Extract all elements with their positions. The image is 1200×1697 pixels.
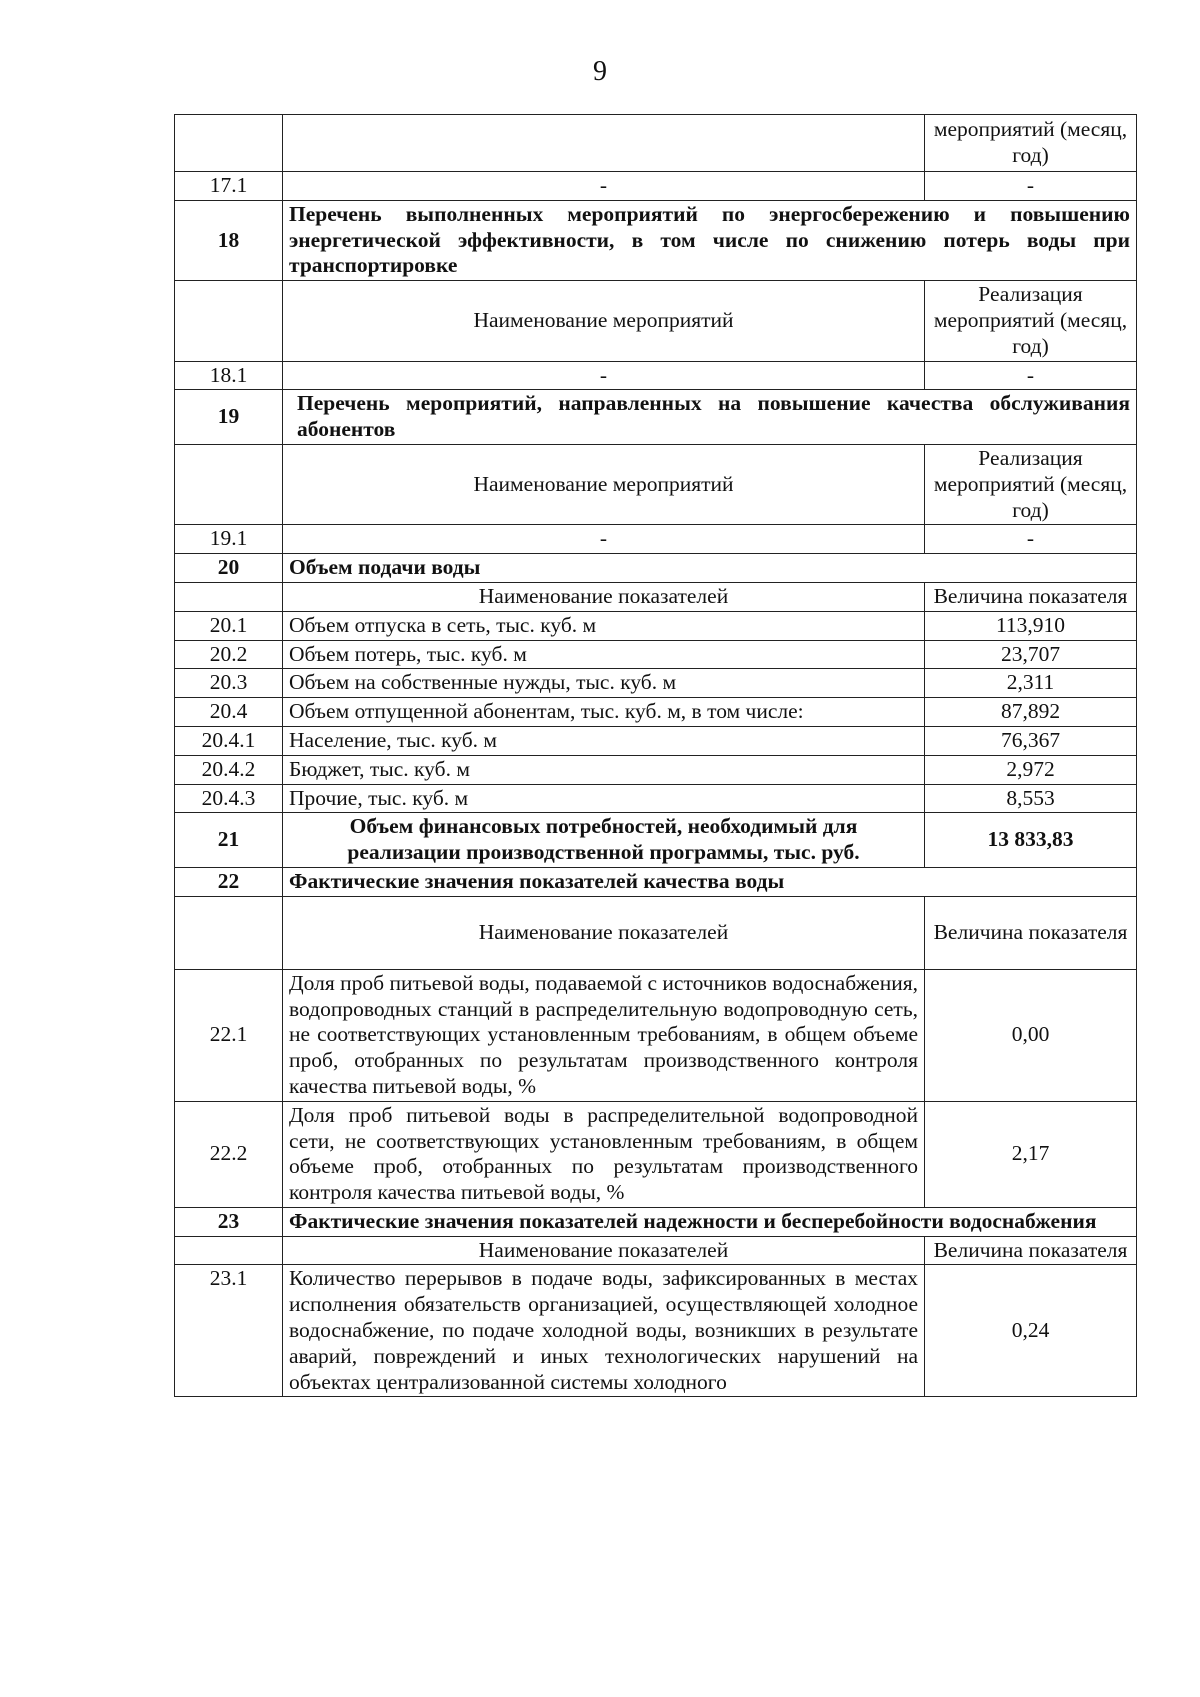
column-header-name: Наименование показателей (283, 582, 925, 611)
column-header-name: Наименование показателей (283, 1236, 925, 1265)
row-number (175, 582, 283, 611)
table-row (175, 1101, 1137, 1207)
section-number: 23 (175, 1207, 283, 1236)
table-row (175, 611, 1137, 640)
subheader-row (175, 896, 1137, 969)
section-title: Объем подачи воды (283, 554, 1137, 583)
row-value: 113,910 (925, 611, 1137, 640)
section-number: 20 (175, 554, 283, 583)
column-header-name: Наименование показателей (283, 896, 925, 969)
row-value: 87,892 (925, 698, 1137, 727)
row-value: 8,553 (925, 784, 1137, 813)
row-value: - (925, 172, 1137, 201)
column-header-name: Наименование мероприятий (283, 444, 925, 524)
row-number: 20.2 (175, 640, 283, 669)
row-number: 20.4 (175, 698, 283, 727)
row-number: 20.1 (175, 611, 283, 640)
column-header-name: Наименование мероприятий (283, 281, 925, 361)
table-row (175, 726, 1137, 755)
row-name: Объем отпущенной абонентам, тыс. куб. м, в том числе: (283, 698, 925, 727)
row-value: 23,707 (925, 640, 1137, 669)
section-row (175, 200, 1137, 280)
table-row (175, 698, 1137, 727)
section-title: Фактические значения показателей качества воды (283, 867, 1137, 896)
row-name: - (283, 525, 925, 554)
column-header-value: Величина показателя (925, 582, 1137, 611)
row-value: 0,00 (925, 969, 1137, 1101)
section-title: Перечень выполненных мероприятий по энергосбережению и повышению энергетической эффективности, в том числе по снижению потерь воды при транспортировке (283, 200, 1137, 280)
section-title: Объем финансовых потребностей, необходимый для реализации производственной программы, тыс. руб. (283, 813, 925, 868)
row-name: Количество перерывов в подаче воды, зафиксированных в местах исполнения обязательств организацией, осуществляющей холодное водоснабжение, по подаче холодной воды, возникших в результате аварий, повреждений и иных технологических нарушений на объектах централизованной системы холодного (283, 1265, 925, 1397)
row-name: Доля проб питьевой воды в распределительной водопроводной сети, не соответствующих установленным требованиям, в общем объеме проб, отобранных по результатам производственного контроля качества питьевой воды, % (283, 1101, 925, 1207)
section-number: 21 (175, 813, 283, 868)
row-name: Доля проб питьевой воды, подаваемой с источников водоснабжения, водопроводных станций в распределительную водопроводную сеть, не соответствующих установленным требованиям, в общем объеме проб, отобранных по результатам производственного контроля качества питьевой воды, % (283, 969, 925, 1101)
section-row (175, 1207, 1137, 1236)
subheader-row (175, 444, 1137, 524)
row-name: Население, тыс. куб. м (283, 726, 925, 755)
row-value: - (925, 525, 1137, 554)
row-number: 18.1 (175, 361, 283, 390)
column-header-value: Величина показателя (925, 1236, 1137, 1265)
section-row (175, 554, 1137, 583)
row-name: Объем отпуска в сеть, тыс. куб. м (283, 611, 925, 640)
row-number (175, 1236, 283, 1265)
section-row (175, 867, 1137, 896)
row-number: 19.1 (175, 525, 283, 554)
table-row (175, 784, 1137, 813)
row-name: Бюджет, тыс. куб. м (283, 755, 925, 784)
table-row (175, 640, 1137, 669)
column-header-value: Реализация мероприятий (месяц, год) (925, 281, 1137, 361)
row-number (175, 115, 283, 172)
section-number: 22 (175, 867, 283, 896)
section-row (175, 813, 1137, 868)
row-name: - (283, 172, 925, 201)
row-name (283, 115, 925, 172)
row-value: 76,367 (925, 726, 1137, 755)
row-number: 20.3 (175, 669, 283, 698)
section-row (175, 390, 1137, 445)
row-number: 22.2 (175, 1101, 283, 1207)
table-row (175, 1265, 1137, 1397)
row-name: Объем на собственные нужды, тыс. куб. м (283, 669, 925, 698)
table-row (175, 669, 1137, 698)
section-title: Перечень мероприятий, направленных на повышение качества обслуживания абонентов (283, 390, 1137, 445)
row-value: 2,311 (925, 669, 1137, 698)
row-value: - (925, 361, 1137, 390)
page-number: 9 (593, 56, 607, 87)
row-value: 0,24 (925, 1265, 1137, 1397)
row-number (175, 896, 283, 969)
subheader-row (175, 281, 1137, 361)
production-program-table (174, 114, 1137, 1397)
subheader-row (175, 582, 1137, 611)
section-number: 19 (175, 390, 283, 445)
table-row (175, 755, 1137, 784)
row-number: 20.4.3 (175, 784, 283, 813)
table-row (175, 172, 1137, 201)
table-row (175, 969, 1137, 1101)
row-name: Объем потерь, тыс. куб. м (283, 640, 925, 669)
section-number: 18 (175, 200, 283, 280)
row-number: 20.4.2 (175, 755, 283, 784)
row-number: 20.4.1 (175, 726, 283, 755)
row-value: 2,972 (925, 755, 1137, 784)
column-header-value: Реализация мероприятий (месяц, год) (925, 444, 1137, 524)
row-number: 22.1 (175, 969, 283, 1101)
row-value: 2,17 (925, 1101, 1137, 1207)
table-row (175, 525, 1137, 554)
row-name: - (283, 361, 925, 390)
section-value: 13 833,83 (925, 813, 1137, 868)
table-row (175, 115, 1137, 172)
column-header-value: Величина показателя (925, 896, 1137, 969)
table-row (175, 361, 1137, 390)
column-header-value: мероприятий (месяц, год) (925, 115, 1137, 172)
row-name: Прочие, тыс. куб. м (283, 784, 925, 813)
row-number: 23.1 (175, 1265, 283, 1397)
row-number (175, 444, 283, 524)
subheader-row (175, 1236, 1137, 1265)
row-number (175, 281, 283, 361)
section-title: Фактические значения показателей надежности и бесперебойности водоснабжения (283, 1207, 1137, 1236)
row-number: 17.1 (175, 172, 283, 201)
